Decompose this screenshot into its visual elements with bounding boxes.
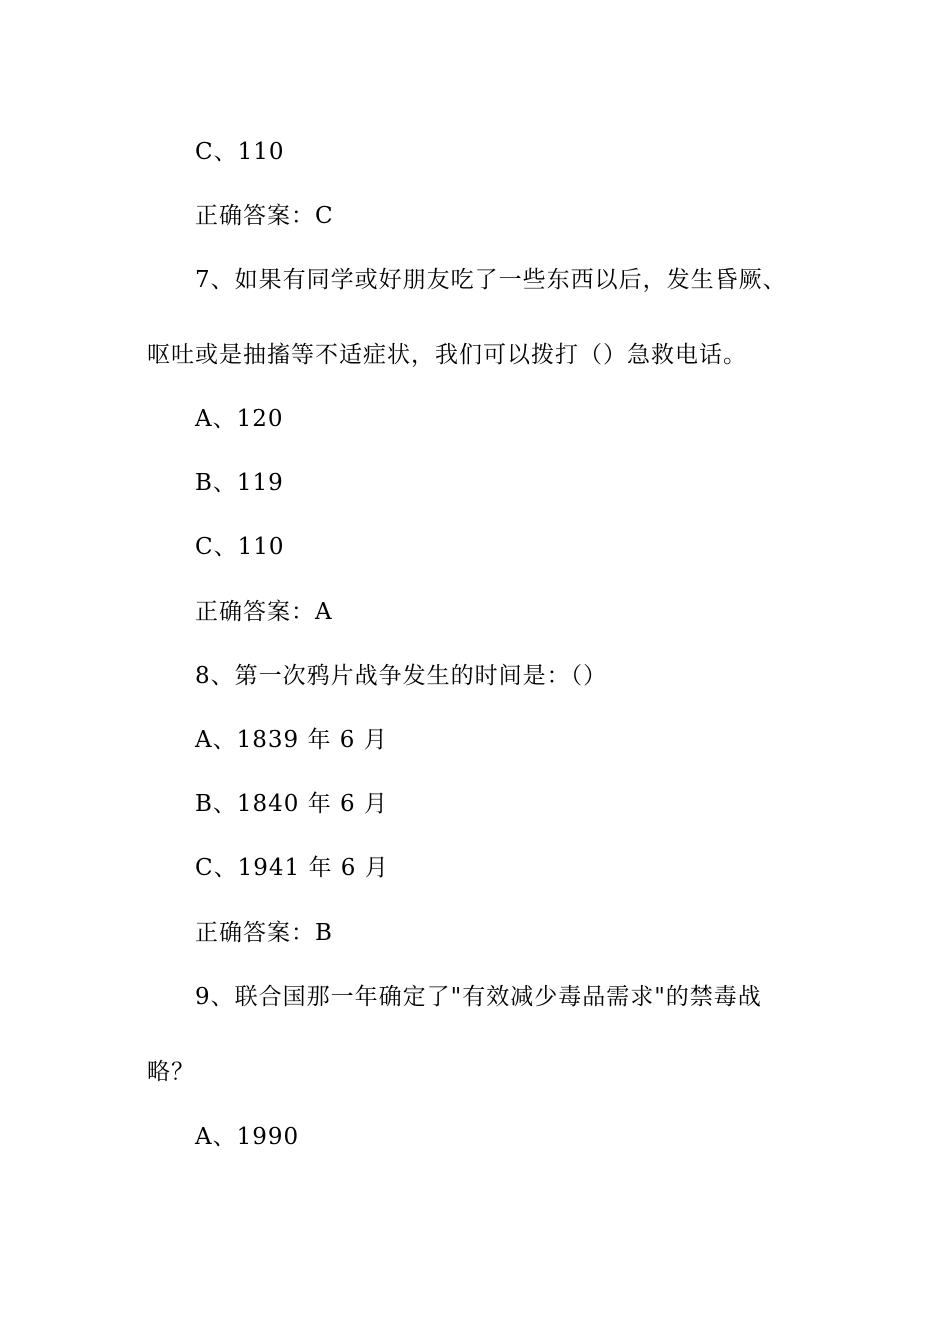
option-b-q7: B、119 — [195, 470, 284, 496]
option-c-q7: C、110 — [195, 534, 285, 560]
option-a-q8: A、1839 年 6 月 — [195, 727, 388, 753]
question-9-line-2: 略？ — [147, 1059, 195, 1085]
answer-q8: 正确答案：B — [195, 920, 333, 946]
question-9-line-1: 9、联合国那一年确定了"有效减少毒品需求"的禁毒战 — [195, 984, 762, 1010]
option-a-q7: A、120 — [195, 406, 284, 432]
option-c-q8: C、1941 年 6 月 — [195, 855, 389, 881]
answer-q7: 正确答案：A — [195, 599, 333, 625]
question-7-line-1: 7、如果有同学或好朋友吃了一些东西以后，发生昏厥、 — [195, 267, 787, 293]
question-7-line-2: 呕吐或是抽搐等不适症状，我们可以拨打（）急救电话。 — [147, 342, 747, 368]
option-c-q6: C、110 — [195, 139, 285, 165]
option-b-q8: B、1840 年 6 月 — [195, 791, 389, 817]
option-a-q9: A、1990 — [195, 1124, 300, 1150]
answer-q6: 正确答案：C — [195, 203, 334, 229]
question-8: 8、第一次鸦片战争发生的时间是：（） — [195, 663, 608, 689]
